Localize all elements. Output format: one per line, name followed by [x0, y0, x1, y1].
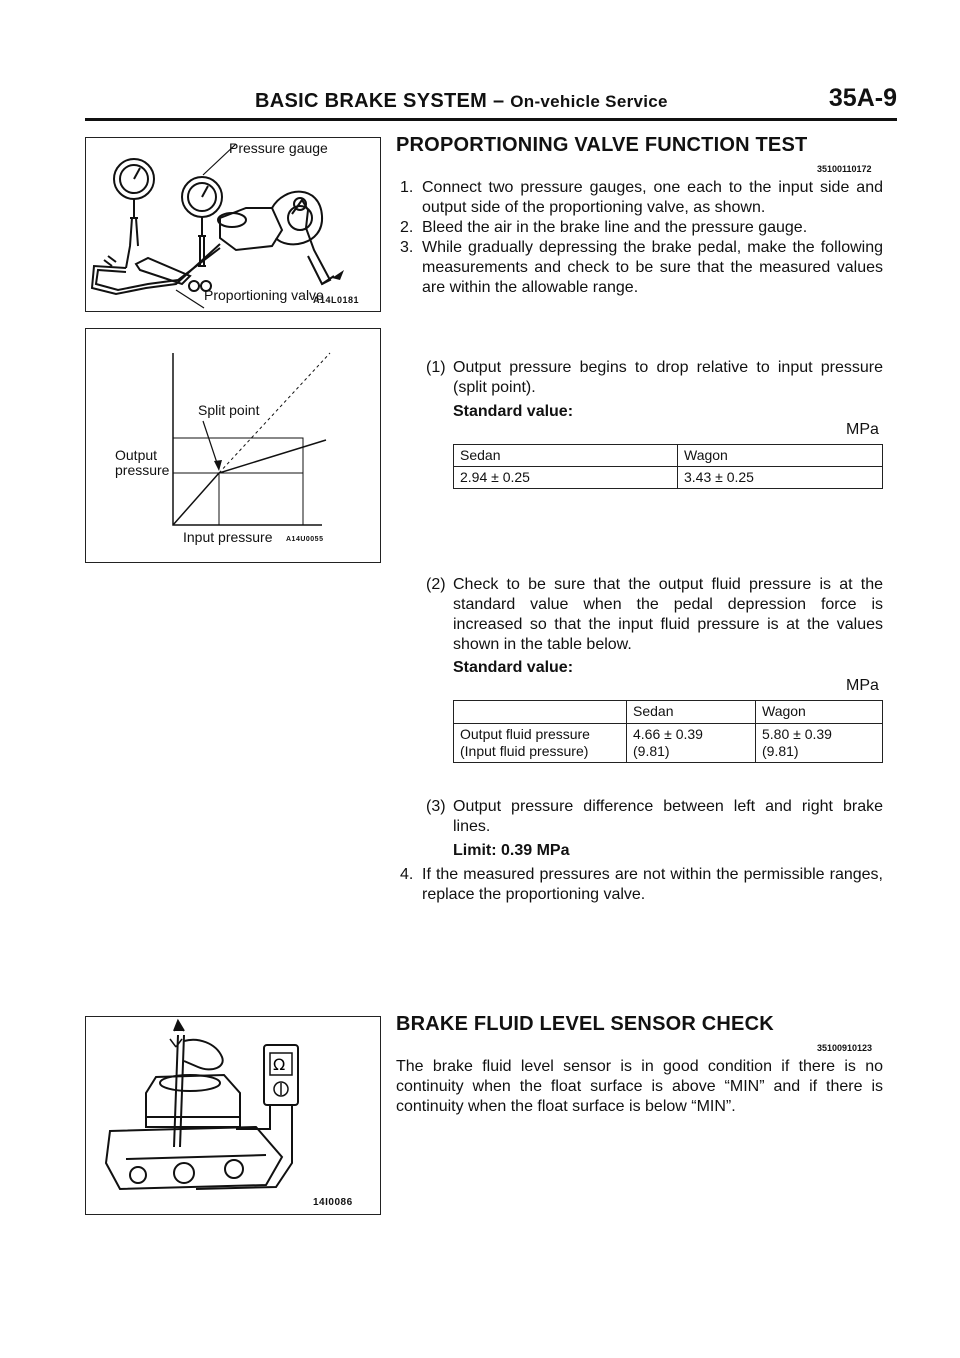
page-header [85, 84, 897, 120]
title-sub: On-vehicle Service [510, 92, 668, 111]
y-axis-label-line2: pressure [115, 462, 170, 478]
title-main: BASIC BRAKE SYSTEM [255, 90, 488, 112]
split-point-label: Split point [198, 402, 260, 418]
table-cell [627, 724, 756, 763]
section-code: 35100110172 [817, 164, 872, 174]
pressure-gauge-label: Pressure gauge [229, 140, 328, 156]
unit-label: MPa [846, 421, 879, 438]
section-heading: BRAKE FLUID LEVEL SENSOR CHECK [396, 1013, 774, 1035]
cell-value: (9.81) [762, 743, 799, 759]
cell-value: 4.66 ± 0.39 [633, 726, 703, 742]
step-text: Bleed the air in the brake line and the pressure gauge. [422, 219, 808, 236]
figure-pressure-gauge [85, 137, 381, 312]
figure-code: 14I0086 [313, 1197, 353, 1208]
level-sensor-illustration [86, 1017, 382, 1216]
step-text: If the measured pressures are not within the permissible ranges, replace the proportioning valve. [422, 866, 883, 903]
figure-code: A14L0181 [313, 295, 360, 305]
step-number: 2. [400, 219, 414, 236]
step-text: Connect two pressure gauges, one each to the input side and output side of the proportioning valve, as shown. [422, 179, 883, 216]
table-header: Sedan [454, 445, 678, 467]
table-header-empty [454, 701, 627, 724]
y-axis-label-line1: Output [115, 447, 158, 463]
step-number: 4. [400, 866, 414, 883]
table-header: Sedan [627, 701, 756, 724]
row-label-line1: Output fluid pressure [460, 726, 590, 742]
section-text: The brake fluid level sensor is in good condition if there is no continuity when the float surface is above “MIN” and if there is continuity when the float surface is below “MIN”. [396, 1058, 883, 1115]
cell-value: 5.80 ± 0.39 [762, 726, 832, 742]
figure-code: A14U0055 [286, 536, 324, 543]
header-rule [85, 118, 897, 121]
cell-value: (9.81) [633, 743, 670, 759]
x-axis-label: Input pressure [183, 529, 273, 545]
standard-value-label: Standard value: [453, 403, 574, 420]
proportioning-valve-label: Proportioning valve [204, 287, 324, 303]
split-point-table [453, 444, 883, 489]
row-label-line2: (Input fluid pressure) [460, 743, 589, 759]
section-code: 35100910123 [817, 1043, 873, 1053]
substep-number: (1) [426, 359, 446, 376]
table-cell: 3.43 ± 0.25 [678, 467, 883, 489]
page-number: 35A-9 [828, 84, 897, 112]
step-number: 1. [400, 179, 414, 196]
substep-text: Output pressure difference between left and right brake lines. [453, 798, 883, 835]
step-number: 3. [400, 239, 414, 256]
table-cell [756, 724, 883, 763]
standard-value-label: Standard value: [453, 659, 574, 676]
unit-label: MPa [846, 677, 879, 694]
substep-number: (2) [426, 576, 446, 593]
graph-grid [173, 473, 303, 525]
table-header: Wagon [756, 701, 883, 724]
limit-value: Limit: 0.39 MPa [453, 842, 570, 859]
step-text: While gradually depressing the brake pedal, make the following measurements and check to be sure that the measured values are within the allowable range. [422, 239, 883, 296]
substep-text: Check to be sure that the output fluid pressure is at the standard value when the pedal depression force is increased so that the input fluid pressure is at the values shown in the table below. [453, 576, 883, 653]
table-header: Wagon [678, 445, 883, 467]
title-sep: – [487, 90, 511, 112]
table-cell: 2.94 ± 0.25 [454, 467, 678, 489]
table-row-label [454, 724, 627, 763]
substep-number: (3) [426, 798, 446, 815]
substep-text: Output pressure begins to drop relative to input pressure (split point). [453, 359, 883, 396]
ohm-symbol: Ω [273, 1055, 286, 1074]
y-axis-label [115, 448, 169, 478]
figure-split-point-graph [85, 328, 381, 563]
section-heading: PROPORTIONING VALVE FUNCTION TEST [396, 134, 808, 156]
output-pressure-table [453, 700, 883, 763]
figure-level-sensor [85, 1016, 381, 1215]
section-title [255, 90, 668, 113]
